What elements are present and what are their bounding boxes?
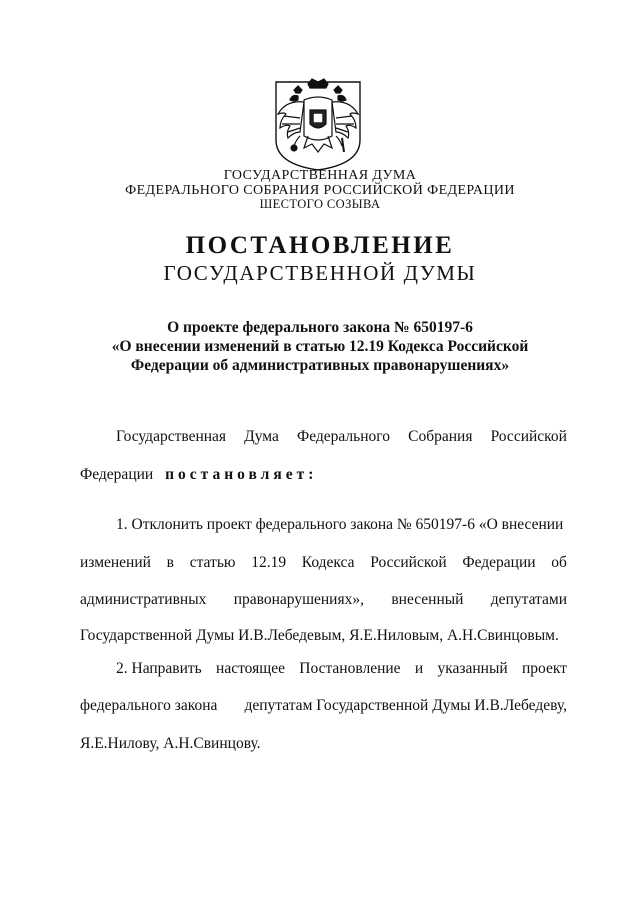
- para2-word: проект: [521, 660, 567, 677]
- coat-of-arms-emblem: [270, 78, 366, 172]
- para1-line-4: Государственной Думы И.В.Лебедевым, Я.Е.Ниловым, А.Н.Свинцовым.: [80, 627, 559, 644]
- para1-word: изменений: [80, 554, 151, 571]
- intro-word: Собрания: [408, 428, 473, 445]
- document-title: ПОСТАНОВЛЕНИЕ: [185, 232, 455, 259]
- header-line-3: ШЕСТОГО СОЗЫВА: [259, 197, 381, 211]
- document-subtitle: ГОСУДАРСТВЕННОЙ ДУМЫ: [163, 261, 477, 285]
- para1-word: Федерации: [462, 554, 536, 571]
- para2-word: 2. Направить: [116, 660, 202, 677]
- about-line-1: О проекте федерального закона № 650197-6: [167, 319, 473, 336]
- intro-word: Дума: [244, 428, 279, 445]
- para1-word: 12.19: [251, 554, 287, 571]
- para2-line-1: [116, 660, 567, 678]
- header-line-2: ФЕДЕРАЛЬНОГО СОБРАНИЯ РОССИЙСКОЙ ФЕДЕРАЦИИ: [125, 183, 515, 198]
- intro-line-2: [80, 466, 567, 484]
- para2-line-3: Я.Е.Нилову, А.Н.Свинцову.: [80, 735, 261, 752]
- para2-line-2: [80, 697, 567, 715]
- para1-word: Кодекса: [301, 554, 355, 571]
- intro-word: Федерального: [296, 428, 391, 445]
- about-line-3: Федерации об административных правонарушениях»: [130, 357, 510, 374]
- intro-line-1: [116, 428, 567, 446]
- para1-word: правонарушениях»,: [233, 591, 364, 608]
- intro-word: Российской: [490, 428, 567, 445]
- para1-word: депутатами: [490, 591, 567, 608]
- resolves-word: постановляет:: [165, 466, 318, 483]
- about-line-2: «О внесении изменений в статью 12.19 Кодекса Российской: [111, 338, 529, 355]
- para2-word: и: [414, 660, 424, 677]
- header-line-1: ГОСУДАРСТВЕННАЯ ДУМА: [223, 168, 417, 183]
- para1-line-3: [80, 591, 567, 609]
- para1-word: статью: [189, 554, 236, 571]
- para2-word: депутатам Государственной Думы И.В.Лебедеву,: [244, 697, 567, 714]
- para1-word: в: [166, 554, 174, 571]
- para1-line-1: 1. Отклонить проект федерального закона № 650197-6 «О внесении: [116, 516, 564, 533]
- para1-word: административных: [80, 591, 207, 608]
- para2-word: Постановление: [299, 660, 401, 677]
- intro-federation: Федерации: [80, 466, 154, 483]
- para1-word: внесенный: [391, 591, 464, 608]
- para1-word: Российской: [370, 554, 447, 571]
- para1-line-2: [80, 554, 567, 572]
- para2-word: федерального закона: [80, 697, 218, 714]
- intro-word: Государственная: [116, 428, 227, 445]
- para2-word: указанный: [437, 660, 508, 677]
- para1-word: об: [551, 554, 567, 571]
- para2-word: настоящее: [216, 660, 285, 677]
